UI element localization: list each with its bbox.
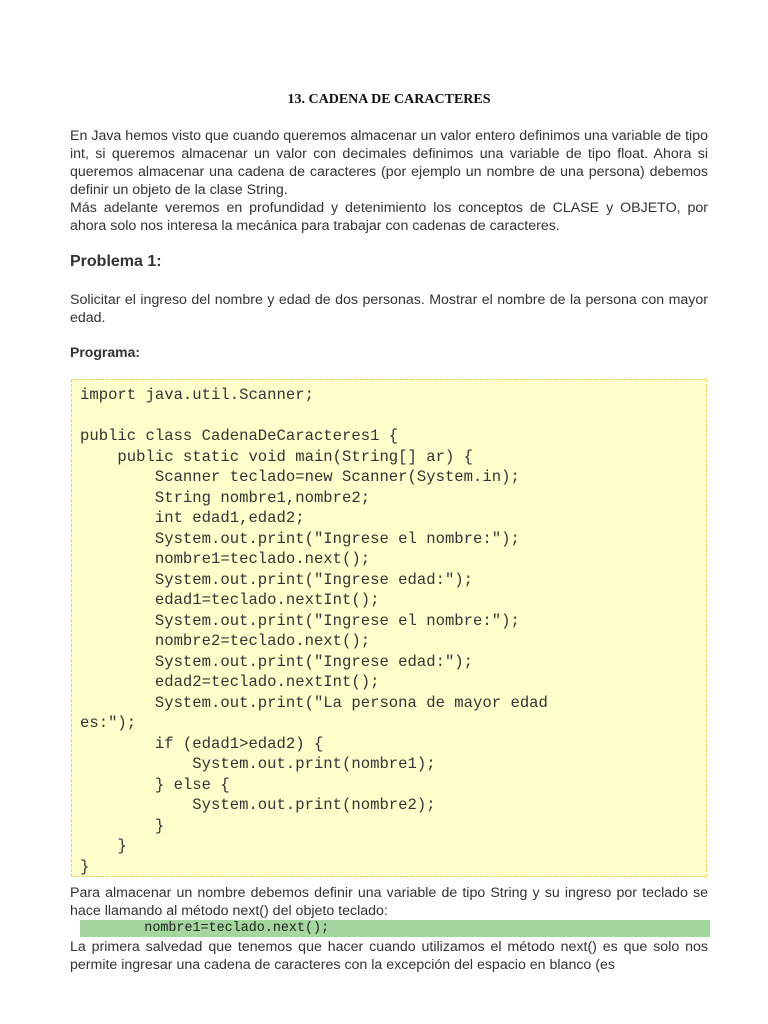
code-snippet-highlight: nombre1=teclado.next(); [80, 920, 710, 937]
java-source-code: import java.util.Scanner; public class CadenaDeCaracteres1 { public static void main(String[] ar) { Scanner teclado=new Scanner(System.in); String nombre1,nombre2; int edad1,edad2; System.out.print("Ingrese el nombre:"); nombre1=teclado.next(); System.out.print("Ingrese edad:"); edad1=teclado.nextInt(); System.out.print("Ingrese el nombre:"); nombre2=teclado.next(); System.out.print("Ingrese edad:"); edad2=teclado.nextInt(); System.out.print("La persona de mayor edad es:"); if (edad1>edad2) { System.out.print(nombre1); } else { System.out.print(nombre2); } } } [80, 386, 548, 876]
code-block [71, 379, 707, 877]
intro-paragraph-1: En Java hemos visto que cuando queremos almacenar un valor entero definimos una variable de tipo int, si queremos almacenar un valor con decimales definimos una variable de tipo float. Ahora si queremos almacenar una cadena de caracteres (por ejemplo un nombre de una persona) debemos definir un objeto de la clase String. [70, 128, 708, 198]
explanation-paragraph: Para almacenar un nombre debemos definir una variable de tipo String y su ingreso por teclado se hace llamando al método next() del objeto teclado: [70, 885, 708, 919]
problem-description: Solicitar el ingreso del nombre y edad de dos personas. Mostrar el nombre de la persona con mayor edad. [70, 292, 708, 326]
intro-paragraph-2: Más adelante veremos en profundidad y detenimiento los conceptos de CLASE y OBJETO, por ahora solo nos interesa la mecánica para trabajar con cadenas de caracteres. [70, 200, 708, 234]
intro-section [70, 127, 708, 235]
page-title: 13. CADENA DE CARACTERES [287, 92, 491, 107]
program-label: Programa: [70, 344, 141, 360]
problem-heading: Problema 1: [70, 253, 162, 270]
continuation-paragraph: La primera salvedad que tenemos que hacer cuando utilizamos el método next() es que solo nos permite ingresar una cadena de caracteres con la excepción del espacio en blanco (es [70, 939, 708, 973]
